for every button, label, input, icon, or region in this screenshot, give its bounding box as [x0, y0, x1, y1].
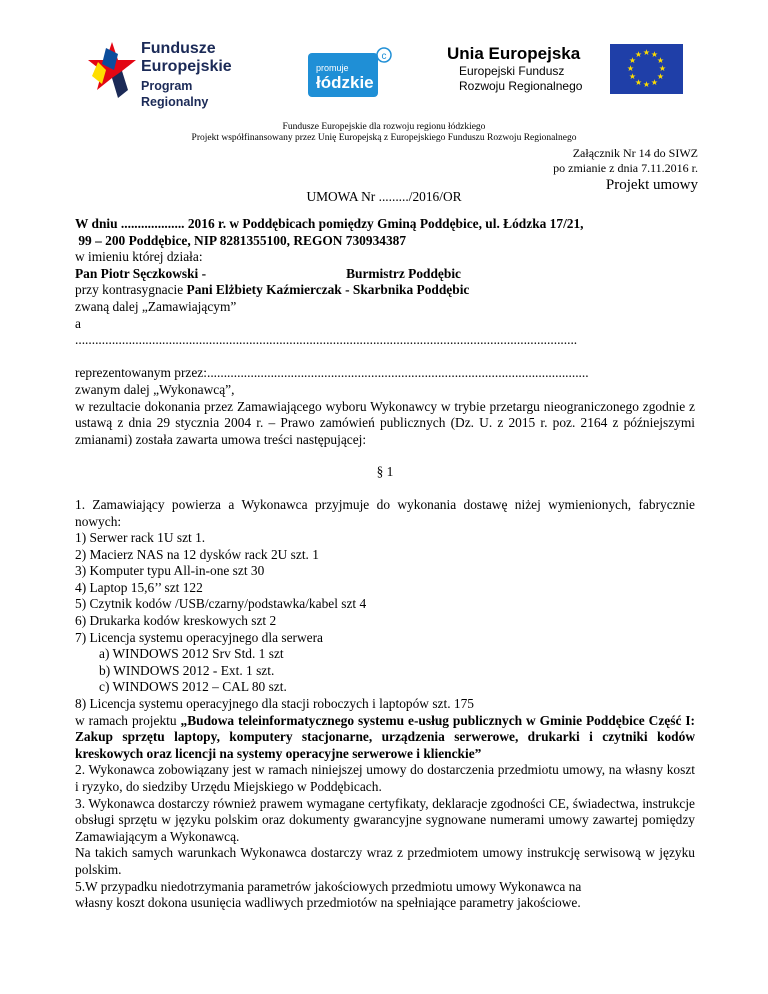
annex-project: Projekt umowy: [605, 177, 698, 193]
svg-text:★: ★: [628, 72, 637, 81]
item-6: 6) Drukarka kodów kreskowych szt 2: [75, 613, 277, 629]
logo-bar: [0, 0, 768, 110]
item-4: 4) Laptop 15,6’’ szt 122: [75, 579, 203, 595]
svg-text:★: ★: [656, 72, 665, 81]
item-5: 5) Czytnik kodów /USB/czarny/podstawka/kabel szt 4: [75, 596, 367, 612]
item-7: 7) Licencja systemu operacyjnego dla serwera: [75, 629, 323, 645]
contract-body: [75, 216, 695, 912]
project-statement: w ramach projektu „Budowa teleinformatycznego systemu e-usług publicznych w Gminie Poddębice Część I: Zakup sprzętu laptopy, komputery stacjonarne, urządzenia serwerowe, drukarki i czytniki kodów kreskowych oraz licencji na systemy operacyjne serwerowe i klienckie”: [75, 712, 695, 761]
clause-5a: 5.W przypadku niedotrzymania parametrów jakościowych przedmiotu umowy Wykonawca na: [75, 878, 582, 894]
fe-line3: Program Regionalny: [141, 79, 209, 109]
item-3: 3) Komputer typu All-in-one szt 30: [75, 563, 265, 579]
lodz-big-text: łódzkie: [316, 73, 374, 92]
svg-text:★: ★: [650, 78, 659, 87]
ue-line1: Unia Europejska: [447, 44, 581, 63]
clause-3: 3. Wykonawca dostarczy również prawem wymagane certyfikaty, deklaracje zgodności CE, świadectwa, instrukcje obsługi sprzętu w języku polskim oraz dokumenty gwarancyjne sygnowane numerami umowy zawartej pomiędzy Zamawiającym a Wykonawcą.: [75, 795, 695, 844]
svg-text:★: ★: [650, 50, 659, 59]
svg-text:★: ★: [642, 48, 651, 57]
subitem-c: c) WINDOWS 2012 – CAL 80 szt.: [99, 679, 287, 695]
item-1: 1) Serwer rack 1U szt 1.: [75, 530, 206, 546]
fe-line1: Fundusze: [141, 40, 216, 57]
unia-europejska-text: [447, 44, 582, 94]
svg-text:★: ★: [634, 78, 643, 87]
annex-line2: po zmianie z dnia 7.11.2016 r.: [553, 161, 698, 175]
party-line2: 99 – 200 Poddębice, NIP 8281355100, REGON 730934387: [75, 232, 407, 248]
svg-text:c: c: [381, 51, 387, 62]
item-8: 8) Licencja systemu operacyjnego dla stacji roboczych i laptopów szt. 175: [75, 696, 474, 712]
party-line7: a: [75, 315, 81, 331]
annex-info: [553, 146, 698, 195]
party-line9: reprezentowanym przez:..................................................................................................................: [75, 365, 589, 381]
party-line8: ......................................................................................................................................................: [75, 332, 578, 348]
eu-flag-icon: [610, 44, 683, 94]
svg-text:★: ★: [634, 50, 643, 59]
party-line4: Pan Piotr Sęczkowski - Burmistrz Poddębic: [75, 265, 461, 281]
fe-stars-icon: [88, 40, 136, 100]
party-line6: zwaną dalej „Zamawiającym”: [75, 298, 237, 314]
item-2: 2) Macierz NAS na 12 dysków rack 2U szt. 1: [75, 546, 319, 562]
promuje-lodzkie-logo: [306, 45, 392, 100]
party-line5: przy kontrasygnacie Pani Elżbiety Kaźmierczak - Skarbnika Poddębic: [75, 282, 470, 298]
svg-text:★: ★: [628, 56, 637, 65]
party-line3: w imieniu której działa:: [75, 249, 203, 265]
annex-line1: Załącznik Nr 14 do SIWZ: [572, 146, 698, 160]
ue-line3: Rozwoju Regionalnego: [459, 79, 583, 93]
svg-text:★: ★: [642, 80, 651, 89]
ue-line2: Europejski Fundusz: [459, 64, 565, 78]
section-heading: § 1: [376, 464, 394, 480]
spacer: [75, 349, 695, 366]
clause-2: 2. Wykonawca zobowiązany jest w ramach niniejszej umowy do dostarczenia przedmiotu umowy, na własny koszt i ryzyko, do siedziby Urzędu Miejskiego w Poddębicach.: [75, 762, 695, 794]
svg-text:★: ★: [656, 56, 665, 65]
lodz-small-text: promuje: [316, 63, 349, 73]
clause-3b: Na takich samych warunkach Wykonawca dostarczy wraz z przedmiotem umowy instrukcję serwisową w języku polskim.: [75, 845, 695, 877]
fundusze-europejskie-logo: [88, 40, 263, 109]
fe-line2: Europejskie: [141, 58, 232, 75]
party-line1: W dniu ................... 2016 r. w Poddębicach pomiędzy Gminą Poddębice, ul. Łódzka 17/21,: [75, 216, 584, 231]
party-line10: zwanym dalej „Wykonawcą”,: [75, 381, 235, 397]
subitem-a: a) WINDOWS 2012 Srv Std. 1 szt: [99, 646, 284, 662]
party-line11: w rezultacie dokonania przez Zamawiającego wyboru Wykonawcy w trybie przetargu nieograniczonego zgodnie z ustawą z dnia 29 stycznia 2004 r. – Prawo zamówień publicznych (Dz. U. z 2015 r. poz. 2164 z późniejszymi zmianami) została zawarta umowa treści następującej:: [75, 398, 695, 447]
subitem-b: b) WINDOWS 2012 - Ext. 1 szt.: [99, 662, 275, 678]
contract-title: UMOWA Nr ........./2016/OR: [306, 189, 462, 204]
svg-text:★: ★: [626, 64, 635, 73]
clause-5b: własny koszt dokona usunięcia wadliwych przedmiotów na spełniające parametry jakościowe.: [75, 895, 581, 911]
svg-text:★: ★: [658, 64, 667, 73]
header-line1: Fundusze Europejskie dla rozwoju regionu łódzkiego: [282, 122, 486, 132]
header-line2: Projekt współfinansowany przez Unię Europejską z Europejskiego Funduszu Rozwoju Regionalnego: [191, 133, 577, 143]
project-header: [0, 122, 768, 144]
clause-1: 1. Zamawiający powierza a Wykonawca przyjmuje do wykonania dostawę niżej wymienionych, fabrycznie nowych:: [75, 496, 695, 529]
